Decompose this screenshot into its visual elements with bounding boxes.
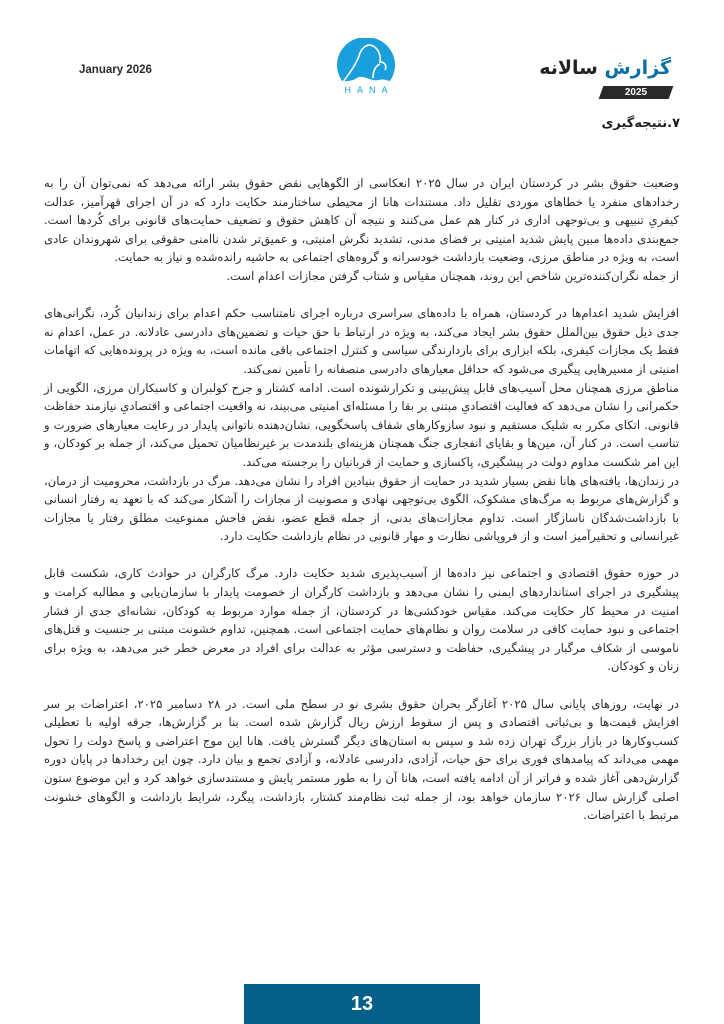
hana-dove-logo-icon <box>333 38 399 88</box>
paragraph: در نهایت، روزهای پایانی سال ۲۰۲۵ آغازگر بحران حقوق بشری نو در سطح ملی است. در ۲۸ دسامبر ۲۰۲۵، اعتراضات بر سر افزایش قیمت‌ها و بی‌ثباتی اقتصادی و پس از سقوط ارزش ریال گزارش شده است. بنا بر گزارش‌ها، جرقه اولیه با تعطیلی کسب‌وکارها در بازار بزرگ تهران زده شد و سپس به استان‌های دیگر گسترش یافت. هانا این موج اعتراضی و پاسخ دولت را تحول مهمی می‌داند که پیامدهای فوری برای حق حیات، آزادی، دادرسی عادلانه، و آزادی تجمع و بیان دارد. چون این رخدادها در پایان دوره گزارش‌دهی آغاز شده و فراتر از آن ادامه یافته است، هانا آن را به طور مستمر پایش و مستندسازی خواهد کرد و این موضوع ستون اصلی گزارش سال ۲۰۲۶ سازمان خواهد بود، از جمله ثبت نظام‌مند کشتار، بازداشت، پیگرد، شرایط بازداشت و الگوهای خشونت مرتبط با اعتراضات. <box>44 696 680 823</box>
section-heading: ۷.نتیجه‌گیری <box>601 116 680 131</box>
paragraph: از جمله نگران‌کننده‌ترین شاخص این روند، همچنان مقیاس و شتاب گرفتن مجازات اعدام است. <box>226 268 679 283</box>
page-number: 13 <box>244 984 480 1024</box>
paragraph: مناطق مرزی همچنان محل آسیب‌های قابل پیش‌بینی و تکرارشونده است. ادامه کشتار و جرح کولبران و کاسبکاران مرزی، الگویی از حکمرانی را نشان می‌دهد که فعالیت اقتصادیِ مبتنی بر بقا را مسئله‌ای امنیتی می‌بیند، نه واقعیت اجتماعی و اقتصادیِ نیازمند حفاظت قانونی. اتکای مکرر به شلیک مستقیم و نبود سازوکارهای شفاف پاسخگویی، نشان‌دهنده ناتوانی پایدار در رعایت معیارهای ضرورت و تناسب است. در کنار آن، مین‌ها و بقایای انفجاری جنگ همچنان هزینه‌ای بلندمدت بر غیرنظامیان تحمیل می‌کند، از جمله بر کودکان، و این امر شکست مداوم دولت در پیشگیری، پاکسازی و حمایت از قربانیان را برجسته می‌کند. <box>44 380 679 469</box>
logo-text: HANA <box>344 85 394 95</box>
paragraph: افزایش شدید اعدام‌ها در کردستان، همراه با داده‌های سراسری درباره اجرای نامتناسب حکم اعدام برای زندانیان کُرد، نگرانی‌های جدی ذیل حقوق بین‌الملل حقوق بشر ایجاد می‌کند، به ویژه در ارتباط با حق حیات و تضمین‌های دادرسی عادلانه. در عمل، اعدام نه فقط یک مجازات کیفری، بلکه ابزاری برای بازدارندگی سیاسی و کنترل اجتماعی باقی مانده است، به ویژه در پرونده‌هایی که اتهامات امنیتی از مسیرهایی پیگیری می‌شود که حداقل معیارهای دادرسی منصفانه را تأمین نمی‌کند. <box>44 306 679 376</box>
report-title-rest: سالانه <box>539 57 598 79</box>
report-year-badge <box>599 86 674 99</box>
paragraph: وضعیت حقوق بشر در کردستان ایران در سال ۲۰۲۵ انعکاسی از الگوهایی نقض حقوق بشر ارائه می‌دهد که نمی‌توان آن را به رخدادهای منفرد یا خطاهای موردی تقلیل داد. مستندات هانا از محیطی ساختارمند حکایت دارد که در آن اجرای قهرآمیز، عدالت کیفریِ تنبیهی و بی‌توجهی اداری در کنار هم عمل می‌کنند و نتیجه آن کاهش حقوق و تضعیف حمایت‌های قانونی برای کُردها است. جمع‌بندی داده‌ها مبین پایش شدید امنیتی بر فضای مدنی، تشدید نگرش امنیتی، و عمیق‌تر شدن ناامنی حقوقی برای شهروندان عادی است، به ویژه در مناطق مرزی، وضعیت بازداشت خودسرانه و گروه‌های اجتماعی به حاشیه رانده‌شده و نیاز به حمایت. <box>44 176 680 265</box>
report-title <box>539 56 671 80</box>
paragraph: در زندان‌ها، یافته‌های هانا نقض بسیار شدید در حمایت از حقوق بنیادین افراد را نشان می‌دهد. مرگ در بازداشت، محرومیت از درمان، و گزارش‌های مربوط به مرگ‌های مشکوک، الگوی بی‌توجهی نهادی و مصونیت از مجازات را آشکار می‌کند که با تعهد به رفتار انسانی با بازداشت‌شدگان ناسازگار است. تداوم مجازات‌های بدنی، از جمله قطع عضو، نقض فاحش ممنوعیت مطلق رفتار یا مجازات غیرانسانی و تحقیرآمیز است و از فروپاشی نظارت و مهار قانونی در نظام بازداشت حکایت دارد. <box>44 473 679 544</box>
report-year: 2025 <box>624 87 648 98</box>
report-title-accent: گزارش <box>604 57 671 79</box>
paragraph: در حوزه حقوق اقتصادی و اجتماعی نیز داده‌ها از آسیب‌پذیری شدید حکایت دارد. مرگ کارگران در حوادث کاری، شکست قابل پیشگیری در اجرای استانداردهای ایمنی را نشان می‌دهد و بازداشت کارگران از خصومت پایدار با سازمان‌یابی و مطالبه کرامت و امنیت در محیط کار حکایت می‌کند. مقیاس خودکشی‌ها در کردستان، از جمله موارد مربوط به کودکان، نشانه‌ای جدی از فشار اجتماعی و نبود حمایت کافی در سلامت روان و نظام‌های حمایت اجتماعی است. همچنین، تداوم خشونت مبتنی بر جنسیت و قتل‌های ناموسی از شکاف مرگبار در پیشگیری، حفاظت و دسترسی مؤثر به عدالت برای افراد در معرض خطر خبر می‌دهد، به ویژه برای زنان و کودکان. <box>44 566 679 674</box>
report-brand <box>539 56 671 80</box>
report-date: January 2026 <box>79 64 152 76</box>
conclusion-body <box>44 174 679 825</box>
